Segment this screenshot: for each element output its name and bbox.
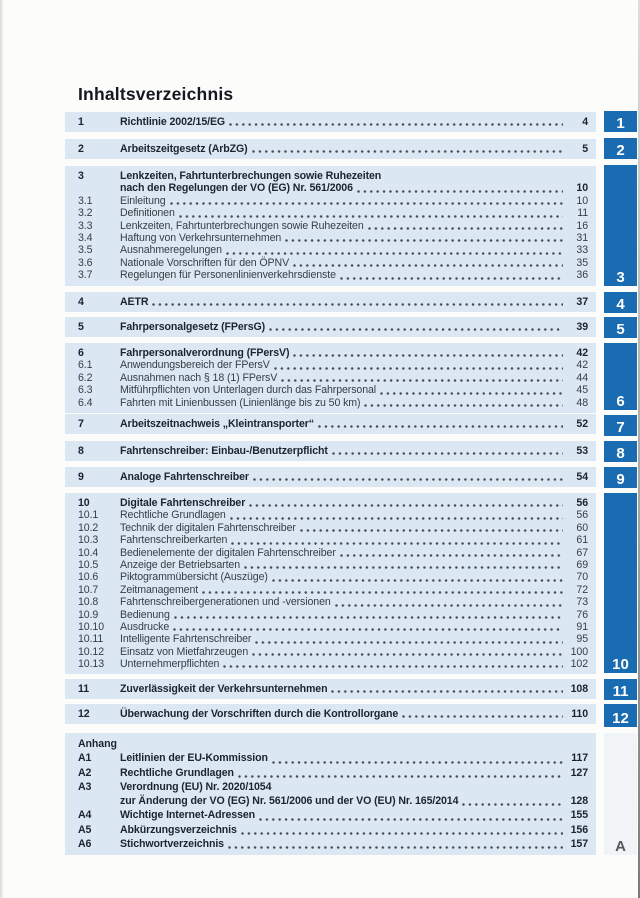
chapter-number: 5 <box>78 321 84 333</box>
toc-section-11 <box>65 679 596 699</box>
entry-title: Fahrtenschreibergenerationen und -versionen <box>120 596 331 609</box>
toc-entry-10.2 <box>78 522 588 534</box>
toc-entry-10.3 <box>78 534 588 546</box>
chapter-number: 3.5 <box>78 244 93 257</box>
dot-leader <box>272 761 563 764</box>
chapter-number: 6 <box>78 347 84 359</box>
page-number: 56 <box>576 509 588 522</box>
page-number: 61 <box>576 534 588 547</box>
entry-title: Anzeige der Betriebsarten <box>120 558 240 571</box>
chapter-tab-1 <box>604 111 637 132</box>
entry-title: Verordnung (EU) Nr. 2020/1054 <box>120 780 272 793</box>
toc-entry-10 <box>78 497 588 509</box>
entry-title: Nationale Vorschriften für den ÖPNV <box>120 256 290 269</box>
page-number: 10 <box>576 194 588 207</box>
chapter-number: 3.4 <box>78 231 93 244</box>
chapter-number: A5 <box>78 823 92 836</box>
entry-title: Fahrten mit Linienbussen (Linienlänge bis zu 50 km) <box>120 396 361 409</box>
chapter-tab-2 <box>604 138 637 159</box>
page-number: 5 <box>582 143 588 155</box>
entry-title: Fahrtenschreiberkarten <box>120 534 228 547</box>
chapter-tab-label: 4 <box>616 296 625 313</box>
toc-entry-6.3 <box>78 384 588 396</box>
entry-title-line2: nach den Regelungen der VO (EG) Nr. 561/2006 <box>120 182 353 195</box>
toc-section-12 <box>65 704 596 724</box>
entry-title: Unternehmerpflichten <box>120 658 220 671</box>
chapter-tab-label: 3 <box>616 269 625 286</box>
toc-entry-10.7 <box>78 584 588 596</box>
dot-leader <box>174 616 563 619</box>
chapter-tab-12 <box>604 704 637 727</box>
chapter-number: 10 <box>78 497 90 509</box>
chapter-tab-label: A <box>615 838 626 855</box>
chapter-number: 6.4 <box>78 396 93 409</box>
dot-leader <box>285 239 563 242</box>
toc-entry-8 <box>78 445 588 457</box>
page-number: 72 <box>576 583 588 596</box>
page-number: 53 <box>576 445 588 457</box>
entry-title: Einsatz von Mietfahrzeugen <box>120 645 249 658</box>
toc-entry-3.1 <box>78 195 588 207</box>
page-number: 156 <box>570 823 588 836</box>
dot-leader <box>223 665 563 668</box>
toc-entry-10.11 <box>78 633 588 645</box>
chapter-number: 3 <box>78 170 84 182</box>
toc-section-8 <box>65 441 596 461</box>
dot-leader <box>332 452 563 455</box>
chapter-tab-9 <box>604 467 637 488</box>
chapter-number: 10.3 <box>78 534 99 547</box>
page-number: 54 <box>576 471 588 483</box>
page-number: 117 <box>571 752 588 765</box>
toc-entry-2 <box>78 143 588 155</box>
dot-leader <box>368 227 563 230</box>
chapter-tab-label: 2 <box>616 142 625 159</box>
page-number: 10 <box>576 182 588 195</box>
toc-entry-10.9 <box>78 609 588 621</box>
toc-entry-9 <box>78 471 588 483</box>
dot-leader <box>202 591 563 594</box>
entry-title: Lenkzeiten, Fahrtunterbrechungen sowie Ruhezeiten <box>120 219 364 232</box>
page-number: 155 <box>570 809 588 822</box>
page-number: 11 <box>577 207 588 220</box>
page-number: 108 <box>570 683 588 695</box>
chapter-number: 10.1 <box>78 509 99 522</box>
toc-section-5 <box>65 317 596 337</box>
chapter-number: 3.6 <box>78 256 93 269</box>
dot-leader <box>364 404 563 407</box>
dot-leader <box>331 690 563 693</box>
dot-leader <box>380 392 563 395</box>
dot-leader <box>402 715 563 718</box>
chapter-tab-label: 9 <box>616 471 625 488</box>
entry-title: Stichwortverzeichnis <box>120 838 224 851</box>
toc-entry-A2 <box>78 766 588 780</box>
dot-leader <box>173 628 563 631</box>
dot-leader <box>255 641 563 644</box>
entry-title: Regelungen für Personenlinienverkehrsdienste <box>120 269 336 282</box>
chapter-number: A3 <box>78 780 92 793</box>
chapter-tab-label: 8 <box>616 445 625 462</box>
page-number: 102 <box>570 658 588 671</box>
entry-title: Fahrpersonalverordnung (FPersV) <box>120 347 290 359</box>
chapter-tab-label: 7 <box>616 419 625 436</box>
toc-entry-A5 <box>78 823 588 837</box>
page-number: 100 <box>570 645 588 658</box>
chapter-number: A4 <box>78 809 92 822</box>
toc-entry-11 <box>78 683 588 695</box>
entry-title: Wichtige Internet-Adressen <box>120 809 256 822</box>
dot-leader <box>293 264 563 267</box>
chapter-tab-label: 1 <box>616 115 625 132</box>
toc-entry-7 <box>78 418 588 430</box>
toc-entry-10.5 <box>78 559 588 571</box>
dot-leader <box>179 215 563 218</box>
entry-title: Fahrpersonalgesetz (FPersG) <box>120 321 266 333</box>
entry-title: Technik der digitalen Fahrtenschreiber <box>120 521 296 534</box>
dot-leader <box>253 478 563 481</box>
toc-entry-3.6 <box>78 257 588 269</box>
toc-entry-10.4 <box>78 547 588 559</box>
chapter-number: 3.3 <box>78 219 93 232</box>
toc-section-1 <box>65 112 596 132</box>
chapter-number: A1 <box>78 752 92 765</box>
entry-title: Haftung von Verkehrsunternehmen <box>120 231 282 244</box>
chapter-number: 10.5 <box>78 558 99 571</box>
entry-title-line2: zur Änderung der VO (EG) Nr. 561/2006 und der VO (EU) Nr. 165/2014 <box>120 795 459 808</box>
chapter-number: 10.9 <box>78 608 99 621</box>
dot-leader <box>269 328 563 331</box>
entry-title: Analoge Fahrtenschreiber <box>120 471 249 483</box>
page-number: 52 <box>576 418 588 430</box>
toc-section-7 <box>65 414 596 434</box>
page-number: 157 <box>570 838 588 851</box>
toc-entry-3.2 <box>78 207 588 219</box>
toc-entry-1 <box>78 116 588 128</box>
page-number: 39 <box>576 321 588 333</box>
dot-leader <box>357 190 563 193</box>
page-number: 42 <box>576 347 588 359</box>
toc-entry-3.7 <box>78 269 588 281</box>
entry-title: Piktogrammübersicht (Auszüge) <box>120 571 268 584</box>
page-number: 128 <box>570 795 588 808</box>
page-number: 42 <box>576 359 588 372</box>
chapter-tab-8 <box>604 441 637 462</box>
chapter-tab-3 <box>604 165 637 286</box>
page-number: 56 <box>576 497 588 509</box>
chapter-number: A2 <box>78 766 92 779</box>
page-number: 60 <box>576 521 588 534</box>
entry-title: Überwachung der Vorschriften durch die Kontrollorgane <box>120 708 399 720</box>
dot-leader <box>281 379 563 382</box>
toc-section-2 <box>65 139 596 159</box>
entry-title: Bedienelemente der digitalen Fahrtenschreiber <box>120 546 336 559</box>
chapter-tab-6 <box>604 343 637 410</box>
chapter-number: 10.2 <box>78 521 99 534</box>
dot-leader <box>231 542 563 545</box>
toc-entry-6.2 <box>78 372 588 384</box>
toc-section-3 <box>65 166 596 286</box>
page-number: 95 <box>576 633 588 646</box>
chapter-tab-label: 11 <box>612 683 629 700</box>
chapter-number: 6.1 <box>78 359 93 372</box>
toc-section-4 <box>65 292 596 312</box>
entry-title: AETR <box>120 296 149 308</box>
chapter-number: 10.6 <box>78 571 99 584</box>
dot-leader <box>244 566 563 569</box>
page-number: 16 <box>576 219 588 232</box>
chapter-number: 7 <box>78 418 84 430</box>
entry-title: Zuverlässigkeit der Verkehrsunternehmen <box>120 683 328 695</box>
chapter-number: 6.3 <box>78 384 93 397</box>
chapter-number: 3.2 <box>78 207 93 220</box>
chapter-number: 8 <box>78 445 84 457</box>
dot-leader <box>293 354 563 357</box>
chapter-number: 3.7 <box>78 269 93 282</box>
entry-title: Richtlinie 2002/15/EG <box>120 116 226 128</box>
entry-title: Rechtliche Grundlagen <box>120 509 226 522</box>
toc-entry-A6 <box>78 837 588 851</box>
dot-leader <box>272 579 563 582</box>
page-number: 69 <box>576 558 588 571</box>
toc-entry-12 <box>78 708 588 720</box>
dot-leader <box>249 504 563 507</box>
dot-leader <box>259 818 563 821</box>
toc-entry-A1 <box>78 751 588 765</box>
entry-title: Einleitung <box>120 194 166 207</box>
chapter-tab-10 <box>604 493 637 673</box>
toc-entry-3.3 <box>78 220 588 232</box>
scan-edge-left <box>0 0 4 898</box>
page-number: 70 <box>576 571 588 584</box>
toc-entry-5 <box>78 321 588 333</box>
toc-entry-6 <box>78 347 588 359</box>
chapter-number: 4 <box>78 296 84 308</box>
entry-title: Rechtliche Grundlagen <box>120 766 234 779</box>
chapter-tab-label: 6 <box>616 393 625 410</box>
chapter-number: 11 <box>78 683 89 695</box>
page-number: 73 <box>576 596 588 609</box>
page-number: 31 <box>576 231 588 244</box>
toc-entry-A3 <box>78 780 588 794</box>
chapter-number: 9 <box>78 471 84 483</box>
entry-title: Ausnahmeregelungen <box>120 244 222 257</box>
toc-entry-6.4 <box>78 397 588 409</box>
page-number: 67 <box>576 546 588 559</box>
dot-leader <box>300 529 563 532</box>
chapter-tab-A <box>604 733 637 855</box>
toc-entry-3-line2 <box>78 182 588 194</box>
toc-heading-row <box>78 737 588 751</box>
toc-section-10 <box>65 493 596 674</box>
chapter-number: 3.1 <box>78 194 93 207</box>
dot-leader <box>241 832 563 835</box>
toc-entry-3.5 <box>78 244 588 256</box>
dot-leader <box>252 653 563 656</box>
page-number: 36 <box>576 269 588 282</box>
chapter-tab-label: 10 <box>612 656 629 673</box>
toc-entry-A3-line2 <box>78 794 588 808</box>
dot-leader <box>238 775 563 778</box>
chapter-number: 10.8 <box>78 596 99 609</box>
entry-title: Leitlinien der EU-Kommission <box>120 752 268 765</box>
section-heading: Anhang <box>78 738 117 750</box>
dot-leader <box>335 604 563 607</box>
dot-leader <box>274 367 563 370</box>
entry-title: Anwendungsbereich der FPersV <box>120 359 270 372</box>
toc-entry-6.1 <box>78 359 588 371</box>
page-number: 33 <box>576 244 588 257</box>
toc-section-9 <box>65 467 596 487</box>
dot-leader <box>226 252 563 255</box>
dot-leader <box>318 425 563 428</box>
entry-title: Digitale Fahrtenschreiber <box>120 497 246 509</box>
page-number: 44 <box>576 371 588 384</box>
toc-entry-3 <box>78 170 588 182</box>
chapter-number: 6.2 <box>78 371 93 384</box>
toc-entry-10.8 <box>78 596 588 608</box>
dot-leader <box>228 846 563 849</box>
page-number: 35 <box>576 256 588 269</box>
entry-title: Arbeitszeitgesetz (ArbZG) <box>120 143 248 155</box>
chapter-number: 10.11 <box>78 633 104 646</box>
chapter-number: 10.12 <box>78 645 105 658</box>
entry-title: Fahrtenschreiber: Einbau-/Benutzerpflicht <box>120 445 328 457</box>
toc-entry-10.6 <box>78 571 588 583</box>
dot-leader <box>230 517 563 520</box>
page-number: 127 <box>570 766 588 779</box>
page-number: 110 <box>571 708 588 720</box>
entry-title: Definitionen <box>120 207 175 220</box>
page-number: 91 <box>576 620 588 633</box>
page-title: Inhaltsverzeichnis <box>78 84 234 104</box>
toc-entry-4 <box>78 296 588 308</box>
chapter-tab-label: 5 <box>616 321 625 338</box>
entry-title: Abkürzungsverzeichnis <box>120 823 237 836</box>
chapter-number: 10.10 <box>78 620 105 633</box>
chapter-number: 10.13 <box>78 658 105 671</box>
toc-entry-10.13 <box>78 658 588 670</box>
dot-leader <box>462 803 563 806</box>
entry-title: Zeitmanagement <box>120 583 199 596</box>
chapter-tab-4 <box>604 292 637 313</box>
chapter-tab-5 <box>604 317 637 338</box>
chapter-number: 10.4 <box>78 546 99 559</box>
page-number: 76 <box>576 608 588 621</box>
toc-entry-3.4 <box>78 232 588 244</box>
entry-title: Bedienung <box>120 608 170 621</box>
dot-leader <box>152 303 563 306</box>
chapter-tab-11 <box>604 679 637 700</box>
chapter-tab-label: 12 <box>612 710 629 727</box>
entry-title: Ausnahmen nach § 18 (1) FPersV <box>120 371 278 384</box>
page-number: 48 <box>576 396 588 409</box>
page-number: 37 <box>576 296 588 308</box>
entry-title: Ausdrucke <box>120 620 170 633</box>
chapter-number: 1 <box>78 116 84 128</box>
chapter-tab-7 <box>604 415 637 436</box>
chapter-number: 2 <box>78 143 84 155</box>
dot-leader <box>170 202 563 205</box>
entry-title: Intelligente Fahrtenschreiber <box>120 633 252 646</box>
dot-leader <box>252 150 563 153</box>
dot-leader <box>340 277 563 280</box>
page-number: 4 <box>582 116 588 128</box>
toc-entry-10.10 <box>78 621 588 633</box>
entry-title: Mitführpflichten von Unterlagen durch das Fahrpersonal <box>120 384 377 397</box>
toc-entry-10.12 <box>78 646 588 658</box>
toc-section-6 <box>65 343 596 413</box>
toc-entry-10.1 <box>78 509 588 521</box>
chapter-number: 12 <box>78 708 90 720</box>
chapter-number: 10.7 <box>78 583 99 596</box>
entry-title: Arbeitszeitnachweis „Kleintransporter“ <box>120 418 315 430</box>
chapter-number: A6 <box>78 838 92 851</box>
toc-entry-A4 <box>78 808 588 822</box>
entry-title: Lenkzeiten, Fahrtunterbrechungen sowie Ruhezeiten <box>120 170 382 182</box>
dot-leader <box>229 123 563 126</box>
toc-section-13 <box>65 733 596 855</box>
dot-leader <box>340 554 563 557</box>
page-number: 45 <box>576 384 588 397</box>
